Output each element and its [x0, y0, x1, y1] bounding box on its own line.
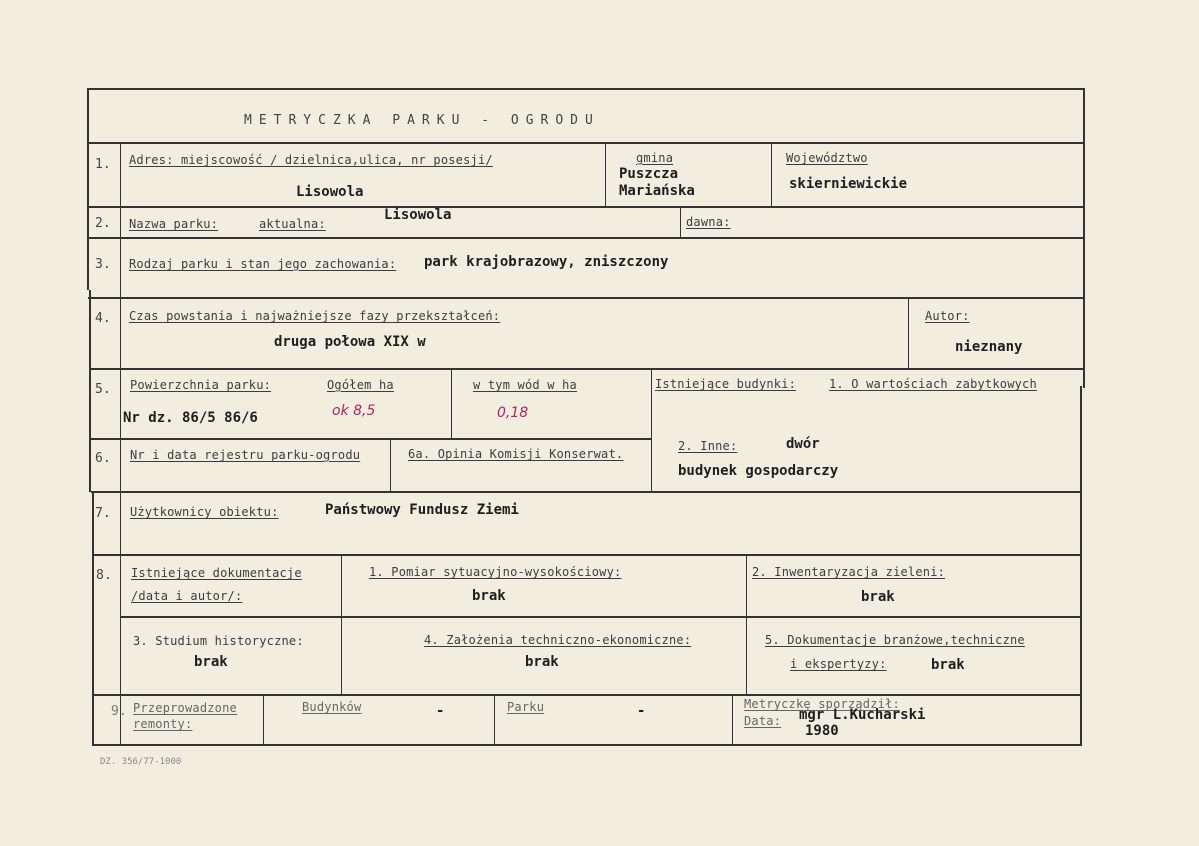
row6-divider: [390, 439, 391, 491]
parku-value: -: [637, 703, 646, 719]
wody-label: w tym wód w ha: [473, 378, 577, 392]
print-code: DZ. 356/77-1000: [100, 757, 182, 767]
row3-bottom: [88, 297, 1084, 299]
frame-top: [87, 88, 1085, 90]
row7-bottom: [92, 554, 1081, 556]
dokumentacje-label-line1: Istniejące dokumentacje: [131, 566, 302, 580]
inne-budynki-label: 2. Inne:: [678, 439, 738, 453]
form-title: METRYCZKA PARKU - OGRODU: [244, 113, 600, 128]
inwentaryzacja-label: 2. Inwentaryzacja zieleni:: [752, 565, 946, 579]
title-bottom: [87, 142, 1085, 144]
row5-divider-1: [451, 369, 452, 438]
autor-value: nieznany: [955, 339, 1023, 355]
frame-left-upper: [87, 88, 89, 290]
studium-value: brak: [194, 654, 228, 670]
remonty-label-line2: remonty:: [133, 717, 193, 731]
row6-number: 6.: [95, 451, 111, 466]
row1-divider-1: [605, 143, 606, 206]
row9-number: 9.: [111, 704, 127, 719]
row9-divider-3: [732, 695, 733, 744]
data-value: 1980: [805, 723, 839, 739]
row8-bottom: [92, 694, 1081, 696]
inne-budynki-value-1: dwór: [786, 436, 820, 452]
metryczke-sporzadzil-label: Metryczkę sporządził:: [744, 697, 900, 711]
ogolem-value: ok 8,5: [332, 403, 376, 419]
number-column-divider: [120, 143, 121, 746]
pomiar-label: 1. Pomiar sytuacyjno-wysokościowy:: [369, 565, 622, 579]
ogolem-label: Ogółem ha: [327, 378, 394, 392]
gmina-label: gmina: [636, 151, 674, 165]
rodzaj-parku-value: park krajobrazowy, zniszczony: [424, 254, 669, 270]
dok-branzowe-label-line1: 5. Dokumentacje branżowe,techniczne: [765, 633, 1025, 647]
wody-value: 0,18: [497, 405, 529, 421]
row4-number: 4.: [95, 311, 111, 326]
nazwa-parku-label: Nazwa parku:: [129, 217, 219, 231]
row4-bottom: [89, 368, 1083, 370]
uzytkownicy-value: Państwowy Fundusz Ziemi: [325, 502, 519, 518]
istniejace-budynki-label: Istniejące budynki:: [655, 377, 797, 391]
inne-budynki-value-2: budynek gospodarczy: [678, 463, 839, 479]
dokumentacje-label-line2: /data i autor/:: [131, 589, 243, 603]
zalozenia-label: 4. Założenia techniczno-ekonomiczne:: [424, 633, 692, 647]
row5-bottom: [90, 438, 652, 440]
frame-left-lower: [92, 492, 94, 746]
wojewodztwo-value: skierniewickie: [789, 176, 908, 192]
zalozenia-value: brak: [525, 654, 559, 670]
row5-number: 5.: [95, 382, 111, 397]
inwentaryzacja-value: brak: [861, 589, 895, 605]
autor-label: Autor:: [925, 309, 970, 323]
frame-left-middle: [89, 290, 91, 492]
rodzaj-parku-label: Rodzaj parku i stan jego zachowania:: [129, 257, 397, 271]
opinia-komisji-label: 6a. Opinia Komisji Konserwat.: [408, 447, 624, 461]
row9-divider-2: [494, 695, 495, 744]
data-label: Data:: [744, 714, 782, 728]
row9-divider-1: [263, 695, 264, 744]
row2-divider: [680, 207, 681, 237]
row1-number: 1.: [95, 157, 111, 172]
address-value: Lisowola: [296, 184, 364, 200]
metryczke-sporzadzil-value: mgr L.Kucharski: [799, 707, 926, 723]
row9-bottom: [92, 744, 1081, 746]
gmina-value-line2: Mariańska: [619, 183, 695, 199]
studium-label: 3. Studium historyczne:: [133, 634, 304, 648]
budynkow-value: -: [436, 703, 445, 719]
address-label: Adres: miejscowość / dzielnica,ulica, nr posesji/: [129, 153, 493, 167]
dok-branzowe-label-line2: i ekspertyzy:: [790, 657, 887, 671]
gmina-value-line1: Puszcza: [619, 166, 679, 182]
dzialka-value: Nr dz. 86/5 86/6: [123, 410, 258, 426]
row3-number: 3.: [95, 257, 111, 272]
dawna-label: dawna:: [686, 215, 731, 229]
row1-divider-2: [771, 143, 772, 206]
row1-bottom: [87, 206, 1085, 208]
frame-right-lower: [1080, 386, 1082, 746]
budynkow-label: Budynków: [302, 700, 362, 714]
pomiar-value: brak: [472, 588, 506, 604]
row2-bottom: [87, 237, 1085, 239]
row5-divider-2: [651, 369, 652, 491]
row4-divider: [908, 298, 909, 368]
aktualna-value: Lisowola: [384, 207, 452, 223]
row8a-bottom: [120, 616, 1081, 618]
row8-number: 8.: [96, 568, 112, 583]
czas-powstania-value: druga połowa XIX w: [274, 334, 426, 350]
row8-divider-2: [746, 555, 747, 694]
aktualna-label: aktualna:: [259, 217, 326, 231]
wojewodztwo-label: Województwo: [786, 151, 868, 165]
row2-number: 2.: [95, 216, 111, 231]
dok-branzowe-value: brak: [931, 657, 965, 673]
budynki-zabytkowe-label: 1. O wartościach zabytkowych: [829, 377, 1037, 391]
row8-divider-1: [341, 555, 342, 694]
row7-number: 7.: [95, 506, 111, 521]
row6-bottom: [91, 491, 1081, 493]
parku-label: Parku: [507, 700, 545, 714]
rejestr-label: Nr i data rejestru parku-ogrodu: [130, 448, 361, 462]
uzytkownicy-label: Użytkownicy obiektu:: [130, 505, 279, 519]
czas-powstania-label: Czas powstania i najważniejsze fazy przekształceń:: [129, 309, 501, 323]
powierzchnia-label: Powierzchnia parku:: [130, 378, 272, 392]
remonty-label-line1: Przeprowadzone: [133, 701, 237, 715]
